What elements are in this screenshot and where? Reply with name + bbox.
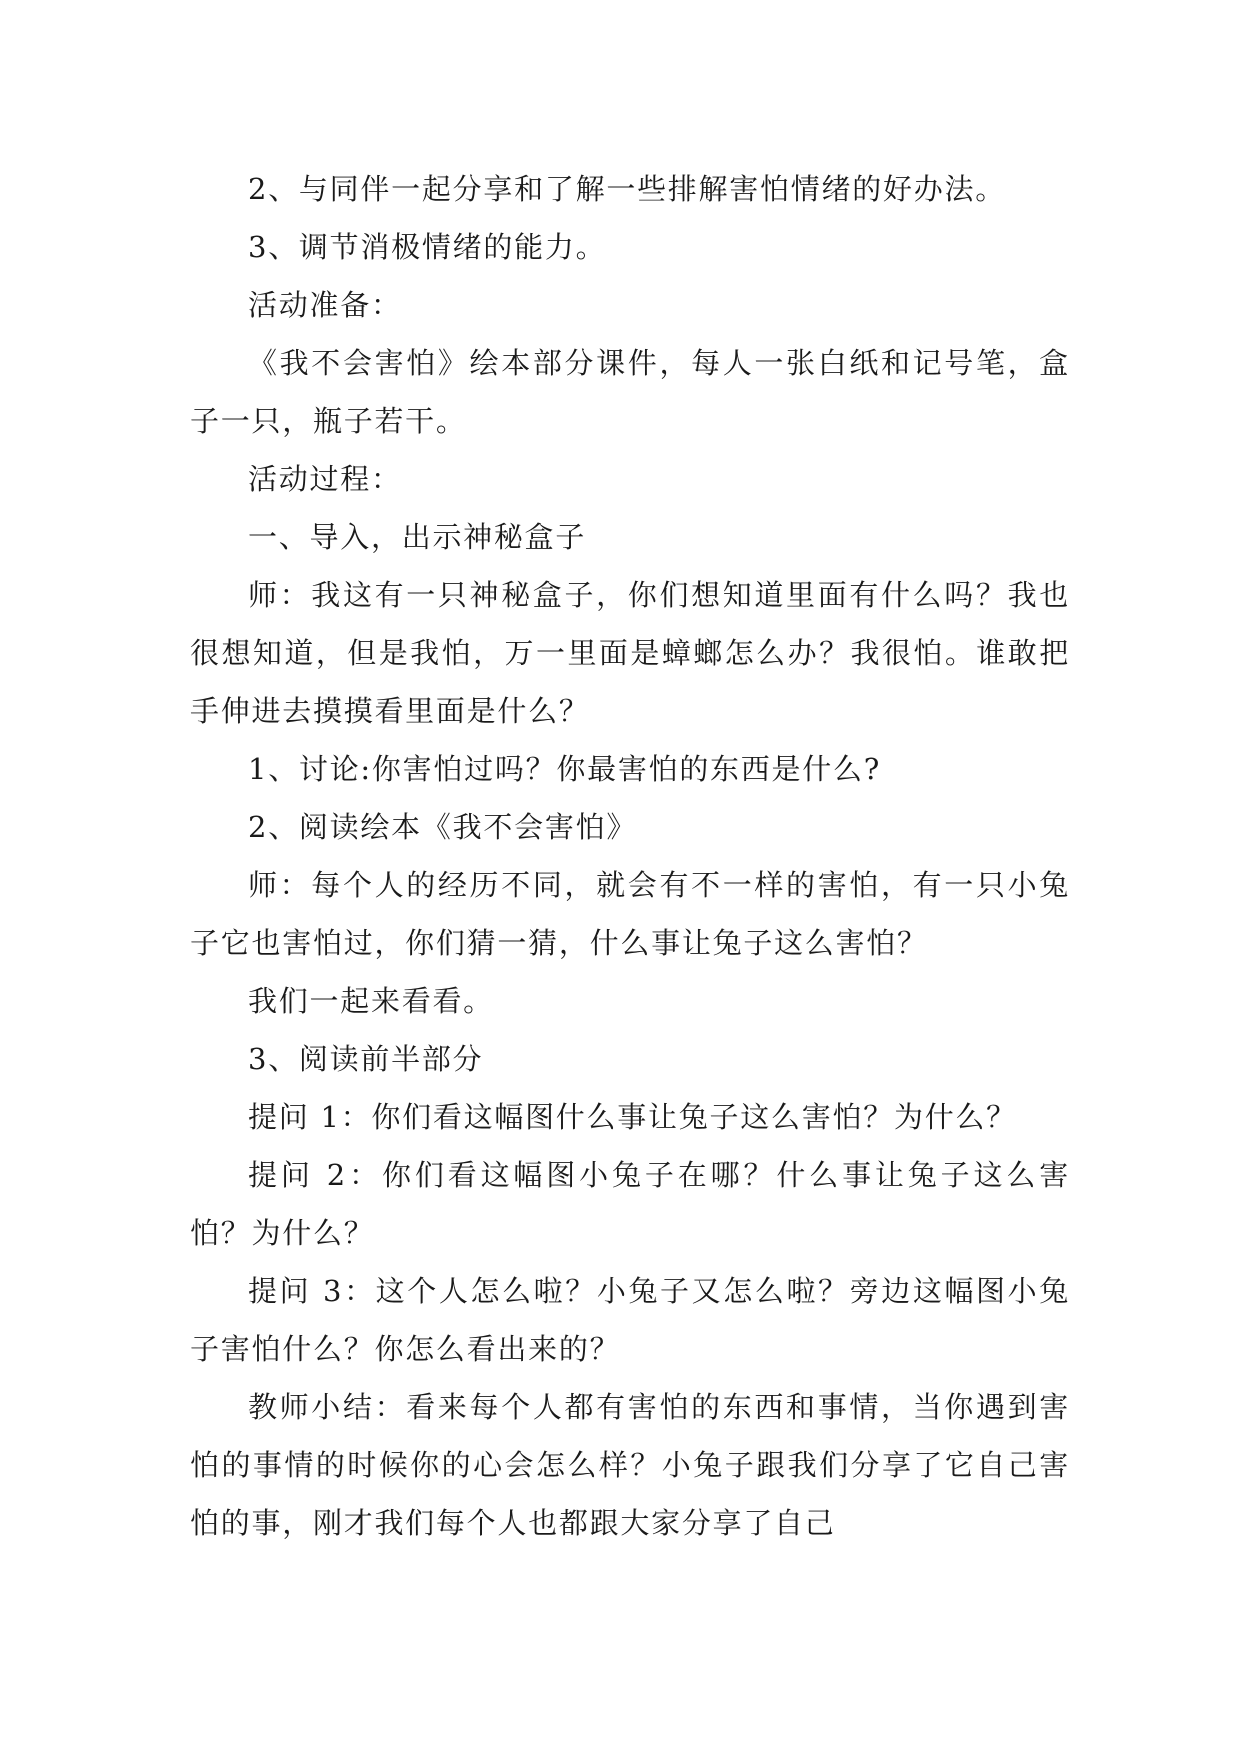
paragraph-preparation: 《我不会害怕》绘本部分课件，每人一张白纸和记号笔，盒子一只，瓶子若干。: [190, 346, 1070, 438]
paragraph-read-book: 2、阅读绘本《我不会害怕》: [248, 810, 638, 844]
document-body: [190, 160, 1070, 1552]
paragraph-question-1: 提问 1：你们看这幅图什么事让兔子这么害怕？为什么？: [248, 1100, 1017, 1134]
paragraph-look-together: 我们一起来看看。: [248, 984, 494, 1018]
heading-preparation: 活动准备：: [248, 288, 402, 322]
paragraph-objective-2: 2、与同伴一起分享和了解一些排解害怕情绪的好办法。: [248, 172, 1006, 206]
paragraph-teacher-rabbit: 师：每个人的经历不同，就会有不一样的害怕，有一只小兔子它也害怕过，你们猜一猜，什么事让兔子这么害怕？: [190, 868, 1070, 960]
paragraph-discussion: 1、讨论:你害怕过吗？你最害怕的东西是什么?: [248, 752, 882, 786]
paragraph-objective-3: 3、调节消极情绪的能力。: [248, 230, 607, 264]
paragraph-teacher-box: 师：我这有一只神秘盒子，你们想知道里面有什么吗？我也很想知道，但是我怕，万一里面是蟑螂怎么办？我很怕。谁敢把手伸进去摸摸看里面是什么？: [190, 578, 1070, 728]
paragraph-step-intro: 一、导入，出示神秘盒子: [248, 520, 587, 554]
paragraph-question-2: 提问 2：你们看这幅图小兔子在哪？什么事让兔子这么害怕？为什么？: [190, 1158, 1070, 1250]
paragraph-teacher-summary: 教师小结：看来每个人都有害怕的东西和事情，当你遇到害怕的事情的时候你的心会怎么样？小兔子跟我们分享了它自己害怕的事，刚才我们每个人也都跟大家分享了自己: [190, 1390, 1070, 1540]
heading-process: 活动过程：: [248, 462, 402, 496]
paragraph-read-first-half: 3、阅读前半部分: [248, 1042, 484, 1076]
paragraph-question-3: 提问 3：这个人怎么啦？小兔子又怎么啦？旁边这幅图小兔子害怕什么？你怎么看出来的？: [190, 1274, 1070, 1366]
